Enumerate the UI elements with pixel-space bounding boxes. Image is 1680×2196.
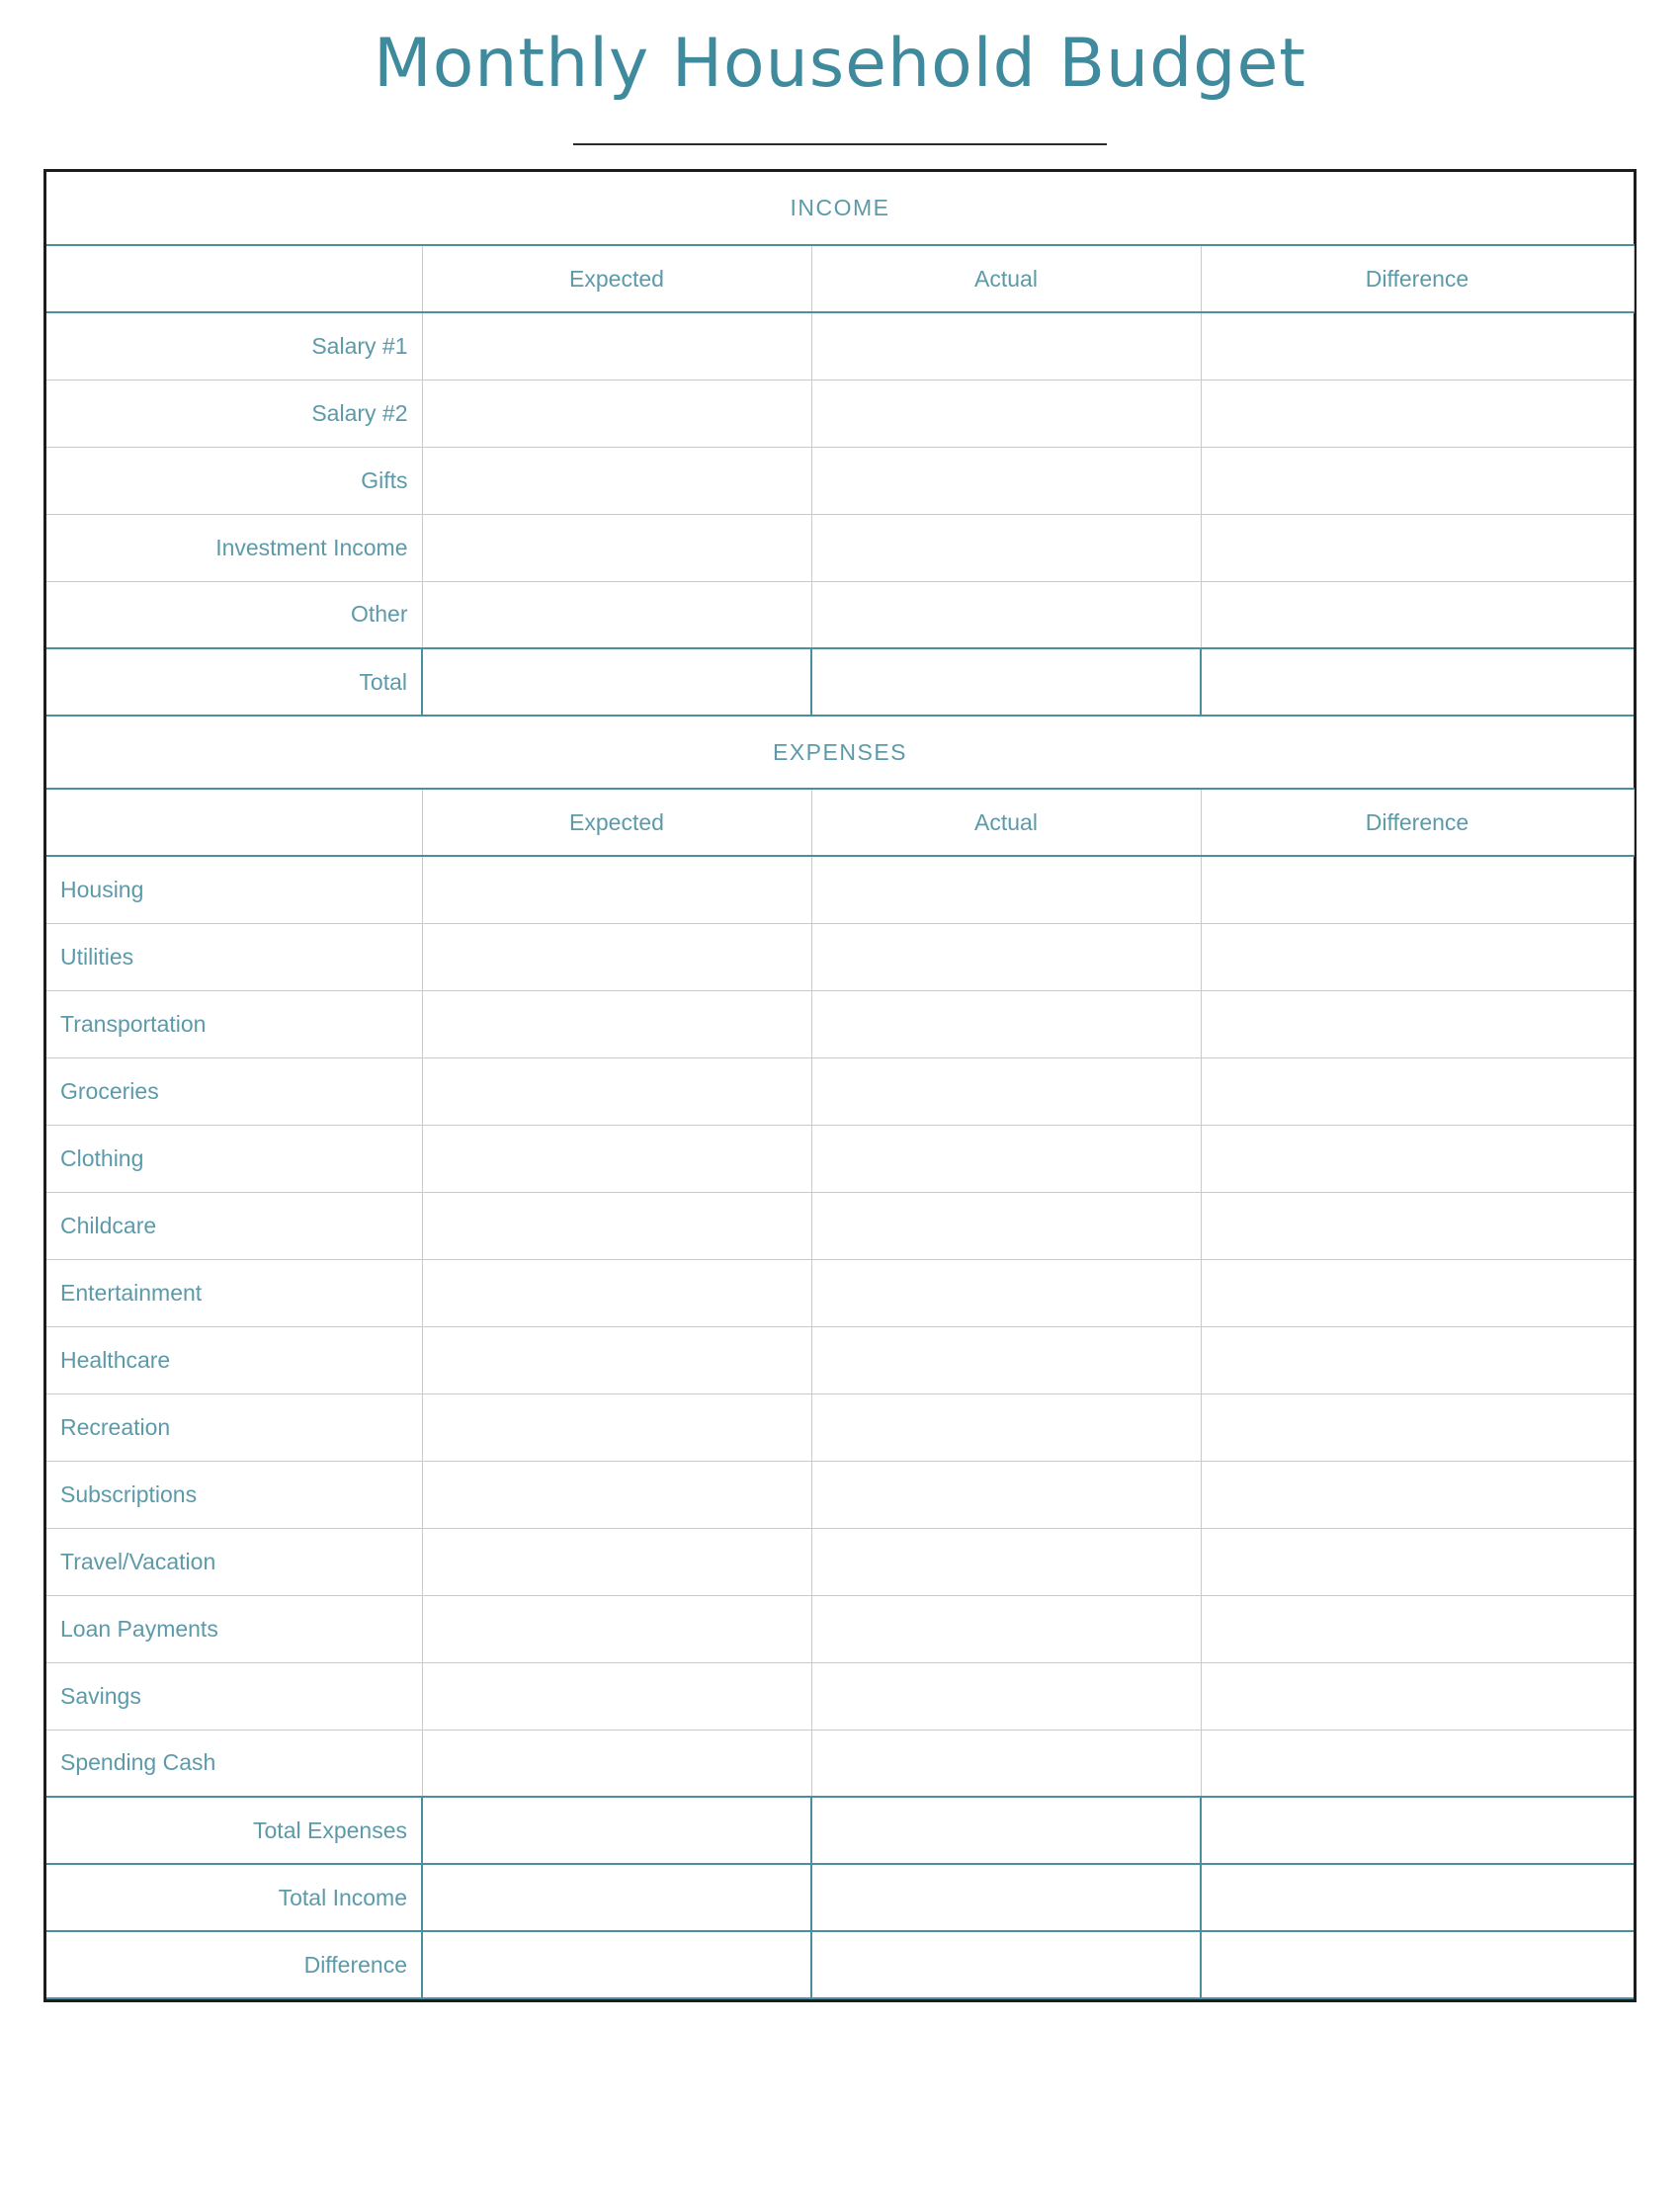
expenses-summary-difference-field[interactable] xyxy=(1201,1797,1634,1864)
table-row xyxy=(46,1461,1634,1528)
income-total-row xyxy=(46,648,1634,716)
expenses-summary-expected-field[interactable] xyxy=(422,1931,811,1998)
expense-actual-field[interactable] xyxy=(811,1528,1201,1595)
income-actual-field[interactable] xyxy=(811,312,1201,380)
table-row xyxy=(46,1662,1634,1730)
expense-actual-field[interactable] xyxy=(811,1730,1201,1797)
expenses-summary-expected-field[interactable] xyxy=(422,1864,811,1931)
expense-row-label: Groceries xyxy=(46,1057,422,1125)
expense-row-label: Housing xyxy=(46,856,422,923)
income-row-label: Salary #2 xyxy=(46,380,422,447)
expense-row-label: Healthcare xyxy=(46,1326,422,1394)
income-total-expected-field[interactable] xyxy=(422,648,811,716)
expense-row-label: Recreation xyxy=(46,1394,422,1461)
income-header-expected: Expected xyxy=(422,245,811,312)
expense-expected-field[interactable] xyxy=(422,1057,811,1125)
table-row xyxy=(46,1730,1634,1797)
income-row-label: Gifts xyxy=(46,447,422,514)
expense-difference-field[interactable] xyxy=(1201,1192,1634,1259)
budget-table xyxy=(46,172,1635,1999)
table-row xyxy=(46,1326,1634,1394)
expense-difference-field[interactable] xyxy=(1201,1662,1634,1730)
expense-row-label: Travel/Vacation xyxy=(46,1528,422,1595)
page-title: Monthly Household Budget xyxy=(374,25,1306,103)
income-total-label: Total xyxy=(46,648,422,716)
expense-actual-field[interactable] xyxy=(811,1461,1201,1528)
expenses-summary-label: Difference xyxy=(46,1931,422,1998)
expense-actual-field[interactable] xyxy=(811,990,1201,1057)
expense-row-label: Entertainment xyxy=(46,1259,422,1326)
table-row xyxy=(46,312,1634,380)
expense-difference-field[interactable] xyxy=(1201,856,1634,923)
income-total-difference-field[interactable] xyxy=(1201,648,1634,716)
expense-row-label: Childcare xyxy=(46,1192,422,1259)
income-section-header-row xyxy=(46,172,1634,245)
expense-row-label: Savings xyxy=(46,1662,422,1730)
expense-actual-field[interactable] xyxy=(811,1192,1201,1259)
income-total-actual-field[interactable] xyxy=(811,648,1201,716)
income-row-label: Other xyxy=(46,581,422,648)
table-row xyxy=(46,990,1634,1057)
income-actual-field[interactable] xyxy=(811,380,1201,447)
income-column-header-row xyxy=(46,245,1634,312)
expenses-summary-actual-field[interactable] xyxy=(811,1797,1201,1864)
expense-row-label: Subscriptions xyxy=(46,1461,422,1528)
expense-expected-field[interactable] xyxy=(422,1662,811,1730)
income-difference-field[interactable] xyxy=(1201,380,1634,447)
expense-expected-field[interactable] xyxy=(422,1125,811,1192)
table-row xyxy=(46,1528,1634,1595)
expense-difference-field[interactable] xyxy=(1201,1057,1634,1125)
expense-row-label: Clothing xyxy=(46,1125,422,1192)
table-row xyxy=(46,514,1634,581)
expense-expected-field[interactable] xyxy=(422,1461,811,1528)
table-bottom-edge xyxy=(43,1999,1637,2002)
expense-difference-field[interactable] xyxy=(1201,1730,1634,1797)
income-actual-field[interactable] xyxy=(811,514,1201,581)
expense-actual-field[interactable] xyxy=(811,1259,1201,1326)
name-line-container xyxy=(0,143,1680,145)
expense-actual-field[interactable] xyxy=(811,1595,1201,1662)
income-row-label: Investment Income xyxy=(46,514,422,581)
budget-worksheet-page xyxy=(0,22,1680,2196)
income-expected-field[interactable] xyxy=(422,312,811,380)
income-actual-field[interactable] xyxy=(811,447,1201,514)
income-expected-field[interactable] xyxy=(422,581,811,648)
income-difference-field[interactable] xyxy=(1201,447,1634,514)
table-row xyxy=(46,1057,1634,1125)
expense-expected-field[interactable] xyxy=(422,1730,811,1797)
income-difference-field[interactable] xyxy=(1201,312,1634,380)
expense-difference-field[interactable] xyxy=(1201,1528,1634,1595)
expense-expected-field[interactable] xyxy=(422,856,811,923)
expense-expected-field[interactable] xyxy=(422,1528,811,1595)
expense-expected-field[interactable] xyxy=(422,923,811,990)
expenses-summary-label: Total Income xyxy=(46,1864,422,1931)
table-row xyxy=(46,581,1634,648)
expense-difference-field[interactable] xyxy=(1201,1259,1634,1326)
expense-difference-field[interactable] xyxy=(1201,1125,1634,1192)
expenses-summary-row xyxy=(46,1797,1634,1864)
expenses-summary-expected-field[interactable] xyxy=(422,1797,811,1864)
table-row xyxy=(46,1259,1634,1326)
expense-actual-field[interactable] xyxy=(811,923,1201,990)
expenses-header-blank xyxy=(46,789,422,856)
income-expected-field[interactable] xyxy=(422,514,811,581)
income-actual-field[interactable] xyxy=(811,581,1201,648)
income-expected-field[interactable] xyxy=(422,447,811,514)
expense-difference-field[interactable] xyxy=(1201,923,1634,990)
expense-expected-field[interactable] xyxy=(422,1326,811,1394)
expenses-column-header-row xyxy=(46,789,1634,856)
expense-difference-field[interactable] xyxy=(1201,990,1634,1057)
name-write-in-line[interactable] xyxy=(573,143,1107,145)
expense-row-label: Loan Payments xyxy=(46,1595,422,1662)
income-header-blank xyxy=(46,245,422,312)
expenses-section-header-row xyxy=(46,716,1634,789)
table-row xyxy=(46,447,1634,514)
income-difference-field[interactable] xyxy=(1201,514,1634,581)
budget-table-container xyxy=(43,169,1637,1999)
table-row xyxy=(46,1125,1634,1192)
expense-difference-field[interactable] xyxy=(1201,1326,1634,1394)
income-header-difference: Difference xyxy=(1201,245,1634,312)
expense-actual-field[interactable] xyxy=(811,1394,1201,1461)
expense-expected-field[interactable] xyxy=(422,1259,811,1326)
expense-difference-field[interactable] xyxy=(1201,1394,1634,1461)
expenses-header-expected: Expected xyxy=(422,789,811,856)
expenses-summary-row xyxy=(46,1864,1634,1931)
expense-expected-field[interactable] xyxy=(422,1394,811,1461)
expenses-header-actual: Actual xyxy=(811,789,1201,856)
expense-expected-field[interactable] xyxy=(422,1595,811,1662)
expenses-summary-difference-field[interactable] xyxy=(1201,1864,1634,1931)
table-row xyxy=(46,380,1634,447)
table-row xyxy=(46,1394,1634,1461)
income-section-label: INCOME xyxy=(46,172,1634,245)
expense-row-label: Spending Cash xyxy=(46,1730,422,1797)
expense-difference-field[interactable] xyxy=(1201,1461,1634,1528)
expenses-summary-actual-field[interactable] xyxy=(811,1931,1201,1998)
table-row xyxy=(46,856,1634,923)
expense-row-label: Utilities xyxy=(46,923,422,990)
income-header-actual: Actual xyxy=(811,245,1201,312)
expenses-summary-actual-field[interactable] xyxy=(811,1864,1201,1931)
expenses-summary-label: Total Expenses xyxy=(46,1797,422,1864)
table-row xyxy=(46,1192,1634,1259)
expense-row-label: Transportation xyxy=(46,990,422,1057)
expense-actual-field[interactable] xyxy=(811,1662,1201,1730)
table-row xyxy=(46,1595,1634,1662)
expense-expected-field[interactable] xyxy=(422,990,811,1057)
income-expected-field[interactable] xyxy=(422,380,811,447)
expense-actual-field[interactable] xyxy=(811,856,1201,923)
expense-actual-field[interactable] xyxy=(811,1326,1201,1394)
expense-expected-field[interactable] xyxy=(422,1192,811,1259)
income-difference-field[interactable] xyxy=(1201,581,1634,648)
expenses-section-label: EXPENSES xyxy=(46,716,1634,789)
expenses-summary-row xyxy=(46,1931,1634,1998)
expense-actual-field[interactable] xyxy=(811,1125,1201,1192)
table-row xyxy=(46,923,1634,990)
expenses-summary-difference-field[interactable] xyxy=(1201,1931,1634,1998)
budget-table-body xyxy=(46,172,1634,1998)
expense-actual-field[interactable] xyxy=(811,1057,1201,1125)
expense-difference-field[interactable] xyxy=(1201,1595,1634,1662)
expenses-header-difference: Difference xyxy=(1201,789,1634,856)
income-row-label: Salary #1 xyxy=(46,312,422,380)
